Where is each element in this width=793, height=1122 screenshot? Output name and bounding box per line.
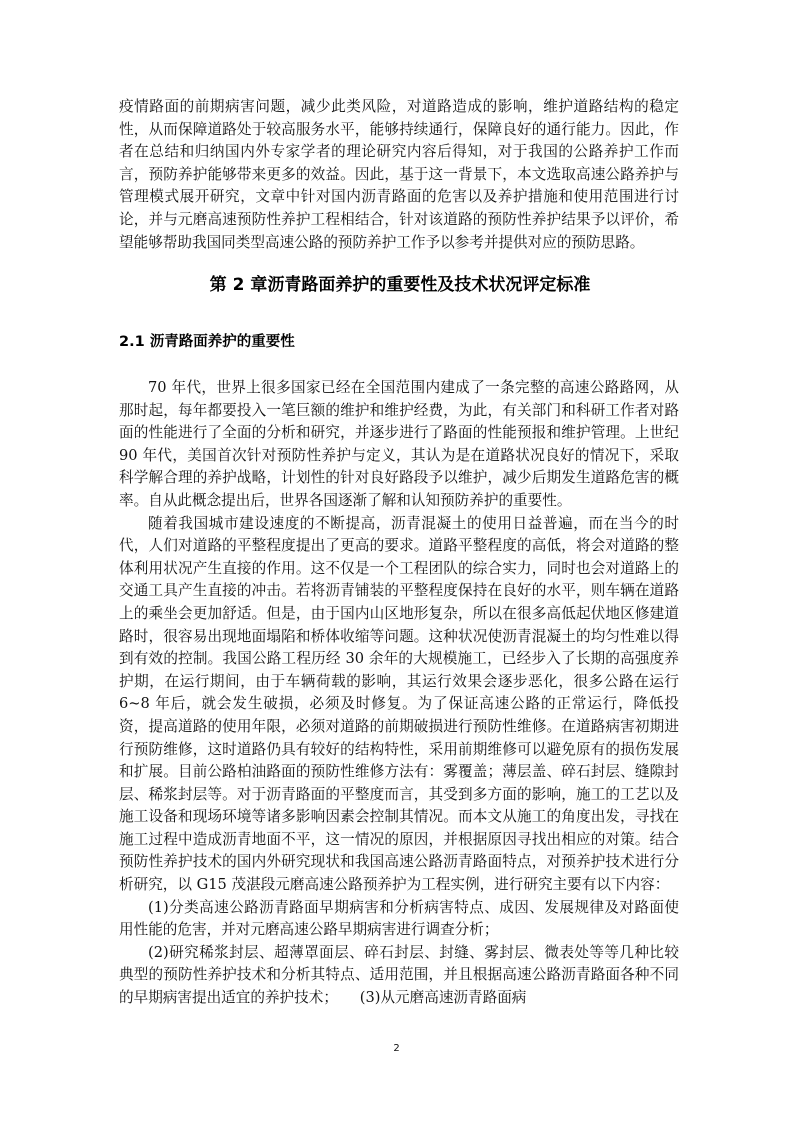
- body-paragraph: 70 年代，世界上很多国家已经在全国范围内建成了一条完整的高速公路路网，从那时起，每年都要投入一笔巨额的维护和维护经费，为此，有关部门和科研工作者对路面的性能进行了全面的分析和研究，并逐步进行了路面的性能预报和维护管理。上世纪 90 年代，美国首次针对预防性养护与定义，其认为是在道路状况良好的情况下，采取科学解合理的养护战略，计划性的针对良好路段予以维护，减少后期发生道路危害的概率。自从此概念提出后，世界各国逐渐了解和认知预防养护的重要性。: [119, 379, 679, 509]
- page-number: 2: [393, 1043, 400, 1054]
- body-paragraph: 随着我国城市建设速度的不断提高，沥青混凝土的使用日益普遍，而在当今的时代，人们对道路的平整程度提出了更高的要求。道路平整程度的高低，将会对道路的整体利用状况产生直接的作用。这不仅是一个工程团队的综合实力，同时也会对道路上的交通工具产生直接的冲击。若将沥青铺装的平整程度保持在良好的水平，则车辆在道路上的乘坐会更加舒适。但是，由于国内山区地形复杂，所以在很多高低起伏地区修建道路时，很容易出现地面塌陷和桥体收缩等问题。这种状况使沥青混凝土的均匀性难以得到有效的控制。我国公路工程历经 30 余年的大规模施工，已经步入了长期的高强度养护期，在运行期间，由于车辆荷载的影响，其运行效果会逐步恶化，很多公路在运行 6~8 年后，就会发生破损，必须及时修复。为了保证高速公路的正常运行，降低投资，提高道路的使用年限，必须对道路的前期破损进行预防性维修。在道路病害初期进行预防维修，这时道路仍具有较好的结构特性，采用前期维修可以避免原有的损伤发展和扩展。目前公路柏油路面的预防性维修方法有：雾覆盖；薄层盖、碎石封层、缝隙封层、稀浆封层等。对于沥青路面的平整度而言，其受到多方面的影响，施工的工艺以及施工设备和现场环境等诸多影响因素会控制其情况。而本文从施工的角度出发，寻找在施工过程中造成沥青地面不平，这一情况的原因，并根据原因寻找出相应的对策。结合预防性养护技术的国内外研究现状和我国高速公路沥青路面特点，对预养护技术进行分析研究，以 G15 茂湛段元磨高速公路预养护为工程实例，进行研究主要有以下内容：: [119, 514, 679, 894]
- section-title: 2.1 沥青路面养护的重要性: [119, 334, 295, 350]
- list-item: (2)研究稀浆封层、超薄罩面层、碎石封层、封缝、雾封层、微表处等等几种比较典型的预防性养护技术和分析其特点、适用范围，并且根据高速公路沥青路面各种不同的早期病害提出适宜的养护技术； (3)从元磨高速沥青路面病: [119, 943, 679, 1007]
- intro-paragraph: 疫情路面的前期病害问题，减少此类风险，对道路造成的影响，维护道路结构的稳定性，从而保障道路处于较高服务水平，能够持续通行，保障良好的通行能力。因此，作者在总结和归纳国内外专家学者的理论研究内容后得知，对于我国的公路养护工作而言，预防养护能够带来更多的效益。因此，基于这一背景下，本文选取高速公路养护与管理模式展开研究，文章中针对国内沥青路面的危害以及养护措施和使用范围进行讨论，并与元磨高速预防性养护工程相结合，针对该道路的预防性养护结果予以评价，希望能够帮助我国同类型高速公路的预防养护工作予以参考并提供对应的预防思路。: [119, 98, 679, 251]
- list-item: (1)分类高速公路沥青路面早期病害和分析病害特点、成因、发展规律及对路面使用性能的危害，并对元磨高速公路早期病害进行调查分析；: [119, 898, 679, 939]
- chapter-title: 第 2 章沥青路面养护的重要性及技术状况评定标准: [209, 275, 591, 295]
- section-body: [119, 377, 679, 1010]
